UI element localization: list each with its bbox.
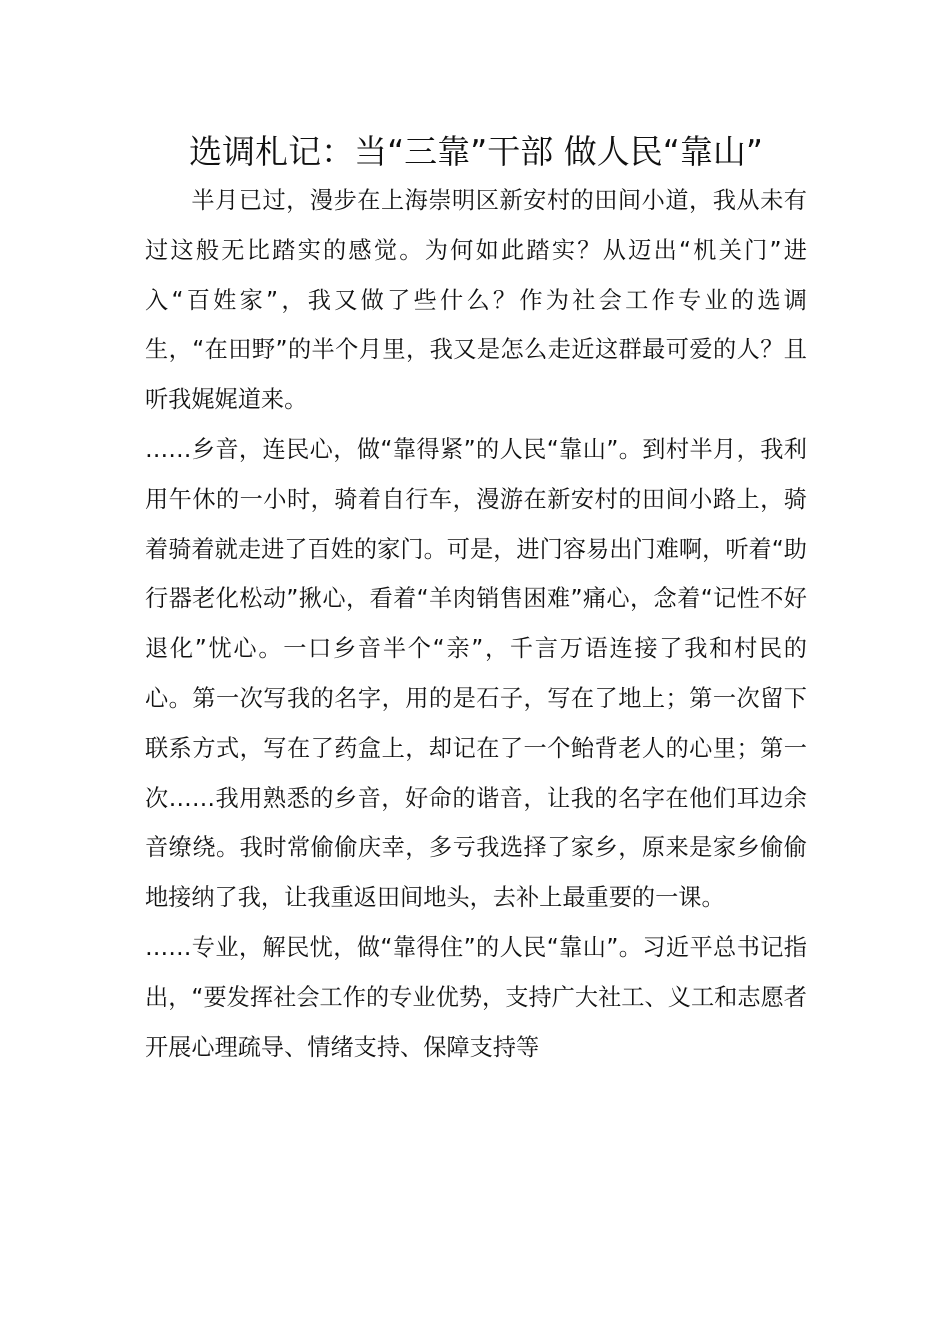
paragraph-profession: ……专业，解民忧，做“靠得住”的人民“靠山”。习近平总书记指出，“要发挥社会工作的专业优势，支持广大社工、义工和志愿者开展心理疏导、情绪支持、保障支持等 xyxy=(145,933,807,1061)
document-title: 选调札记：当“三靠”干部 做人民“靠山” xyxy=(189,132,763,171)
document-body xyxy=(145,128,807,1072)
paragraph-intro: 半月已过，漫步在上海崇明区新安村的田间小道，我从未有过这般无比踏实的感觉。为何如此踏实？从迈出“机关门”进入“百姓家”，我又做了些什么？作为社会工作专业的选调生，“在田野”的半个月里，我又是怎么走近这群最可爱的人？且听我娓娓道来。 xyxy=(145,187,807,414)
paragraph-dialect: ……乡音，连民心，做“靠得紧”的人民“靠山”。到村半月，我利用午休的一小时，骑着自行车，漫游在新安村的田间小路上，骑着骑着就走进了百姓的家门。可是，进门容易出门难啊，听着“助行器老化松动”揪心，看着“羊肉销售困难”痛心，念着“记性不好退化”忧心。一口乡音半个“亲”，千言万语连接了我和村民的心。第一次写我的名字，用的是石子，写在了地上；第一次留下联系方式，写在了药盒上，却记在了一个鲐背老人的心里；第一次……我用熟悉的乡音，好命的谐音，让我的名字在他们耳边余音缭绕。我时常偷偷庆幸，多亏我选择了家乡，原来是家乡偷偷地接纳了我，让我重返田间地头，去补上最重要的一课。 xyxy=(145,435,807,912)
